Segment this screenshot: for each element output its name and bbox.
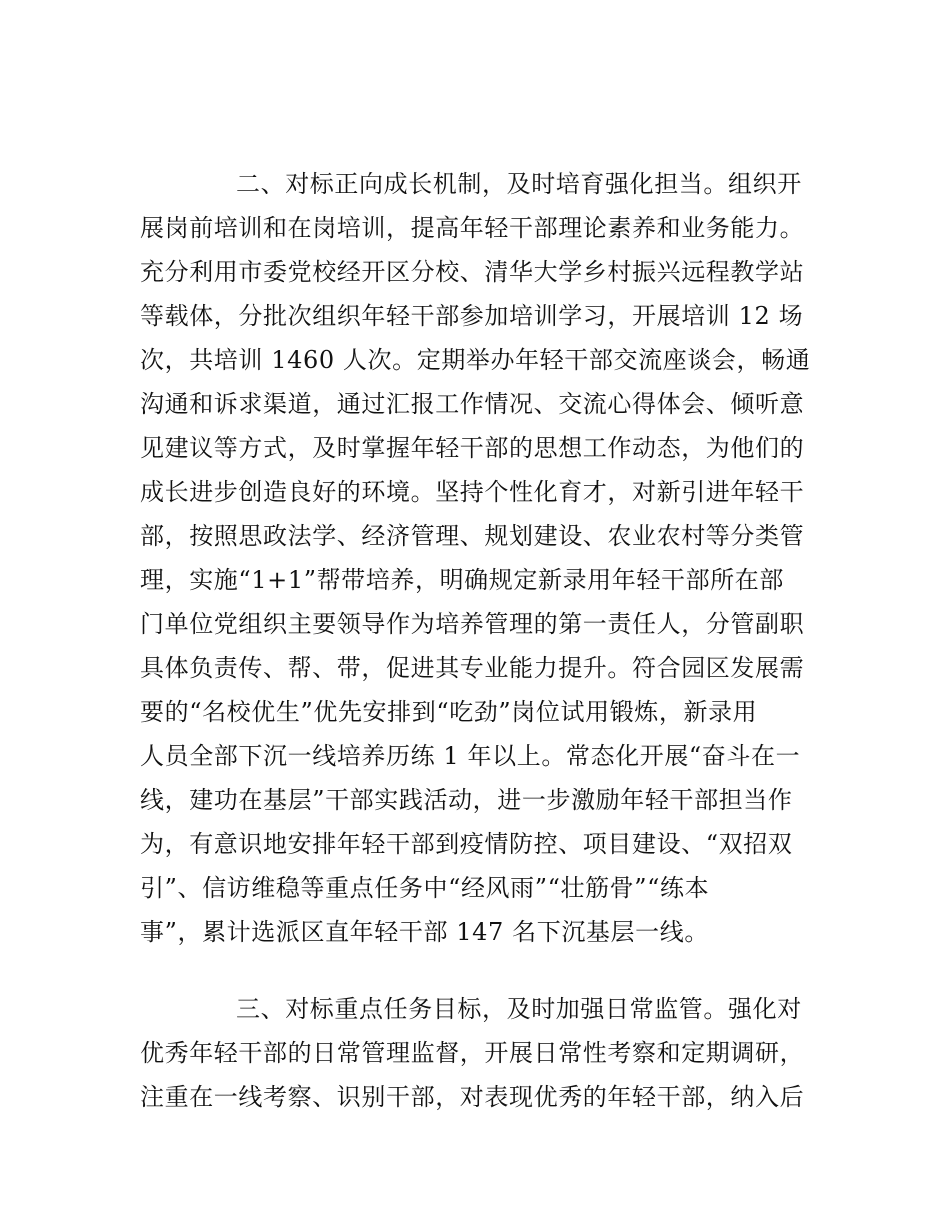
text-line: 优秀年轻干部的日常管理监督，开展日常性考察和定期调研， — [140, 1039, 805, 1067]
text-line: 成长进步创造良好的环境。坚持个性化育才，对新引进年轻干 — [140, 478, 805, 506]
text-line: 展岗前培训和在岗培训，提高年轻干部理论素养和业务能力。 — [140, 214, 805, 242]
text-line: 次，共培训 1460 人次。定期举办年轻干部交流座谈会，畅通 — [140, 346, 811, 374]
text-line: 理，实施“1+1”帮带培养，明确规定新录用年轻干部所在部 — [140, 566, 784, 594]
text-line: 线，建功在基层”干部实践活动，进一步激励年轻干部担当作 — [140, 786, 793, 814]
text-line: 充分利用市委党校经开区分校、清华大学乡村振兴远程教学站 — [140, 258, 805, 286]
text-line: 注重在一线考察、识别干部，对表现优秀的年轻干部，纳入后 — [140, 1083, 805, 1111]
text-line: 引”、信访维稳等重点任务中“经风雨”“壮筋骨”“练本 — [140, 874, 710, 902]
text-line: 门单位党组织主要领导作为培养管理的第一责任人，分管副职 — [140, 610, 805, 638]
text-line: 事”，累计选派区直年轻干部 147 名下沉基层一线。 — [140, 918, 709, 946]
text-line: 具体负责传、帮、带，促进其专业能力提升。符合园区发展需 — [140, 654, 805, 682]
text-line: 要的“名校优生”优先安排到“吃劲”岗位试用锻炼，新录用 — [140, 698, 758, 726]
text-line: 人员全部下沉一线培养历练 1 年以上。常态化开展“奋斗在一 — [140, 742, 801, 770]
text-line: 为，有意识地安排年轻干部到疫情防控、项目建设、“双招双 — [140, 830, 793, 858]
text-line: 沟通和诉求渠道，通过汇报工作情况、交流心得体会、倾听意 — [140, 390, 805, 418]
paragraph-section-3 — [140, 987, 820, 1119]
text-line: 等载体，分批次组织年轻干部参加培训学习，开展培训 12 场 — [140, 302, 804, 330]
paragraph-section-2 — [140, 162, 820, 954]
text-line: 见建议等方式，及时掌握年轻干部的思想工作动态，为他们的 — [140, 434, 805, 462]
text-line: 部，按照思政法学、经济管理、规划建设、农业农村等分类管 — [140, 522, 805, 550]
text-line: 二、对标正向成长机制，及时培育强化担当。组织开 — [236, 170, 802, 198]
text-line: 三、对标重点任务目标，及时加强日常监管。强化对 — [236, 995, 802, 1023]
